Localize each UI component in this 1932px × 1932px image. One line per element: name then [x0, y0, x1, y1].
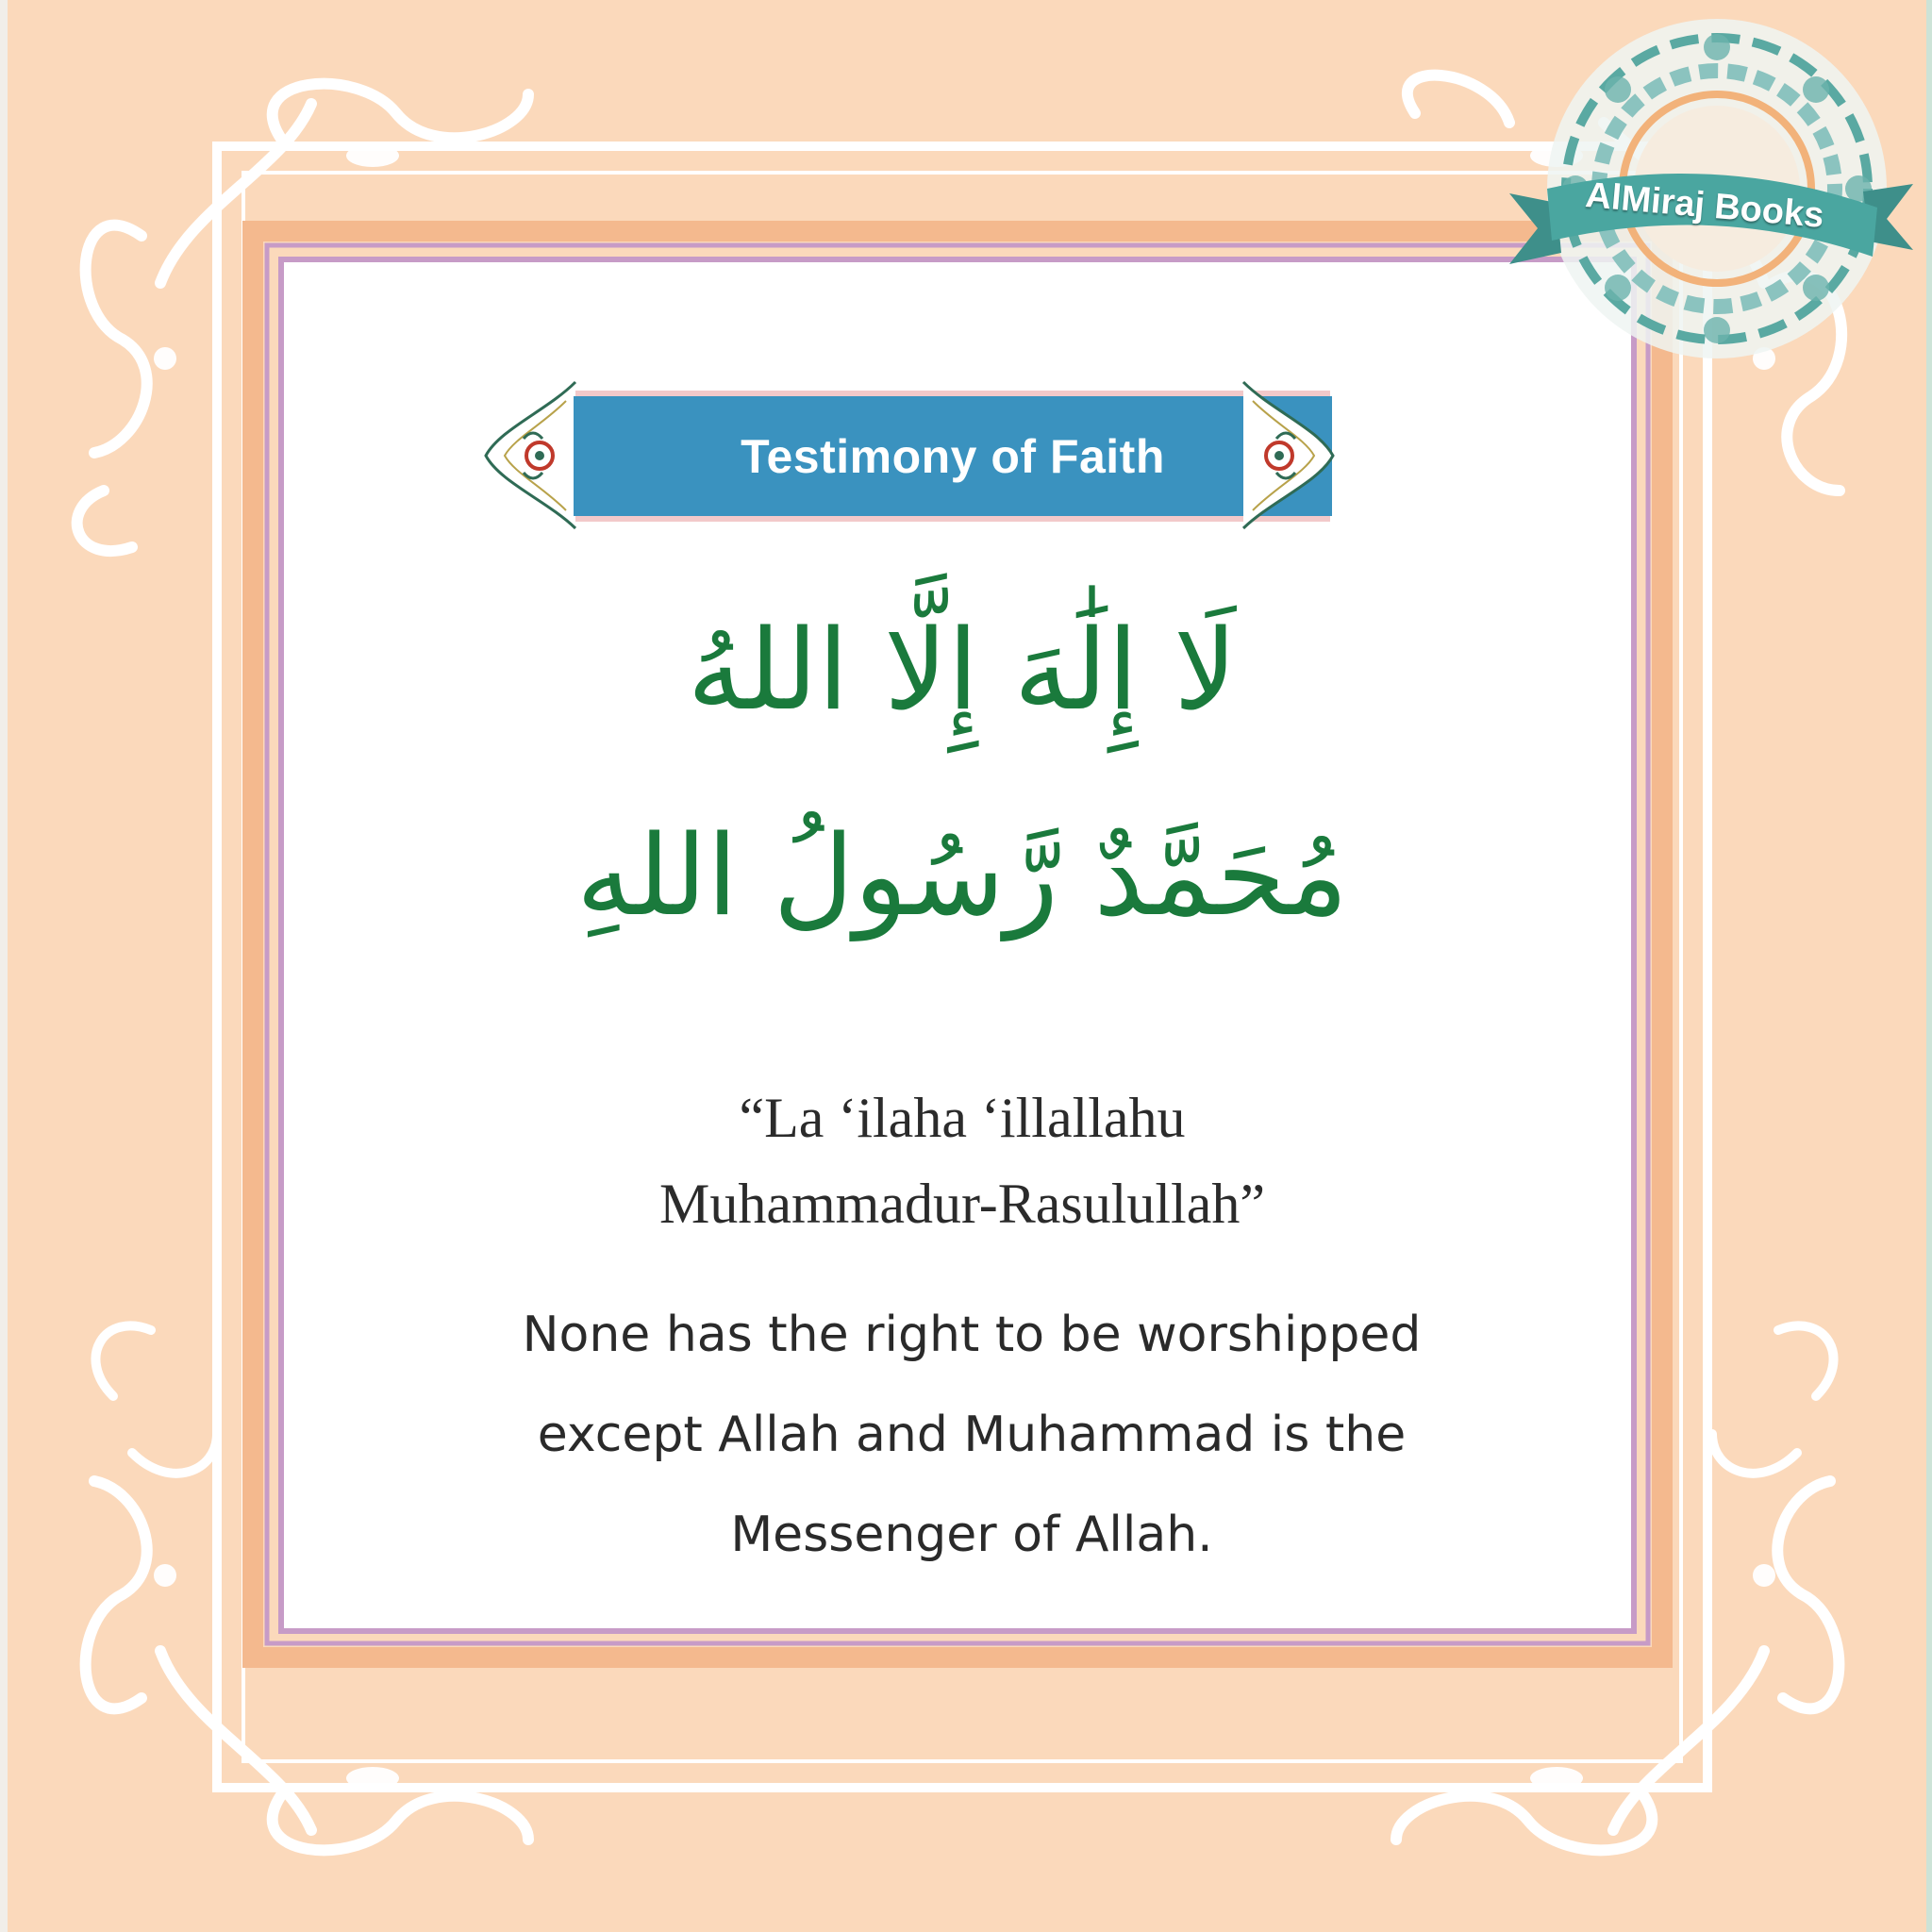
- ornament-left-icon: [481, 373, 585, 538]
- arabic-line-2: مُحَمَّدٌ رَّسُولُ اللهِ: [575, 810, 1349, 941]
- transliteration-line-1: “La ‘ilaha ‘illallahu: [739, 1087, 1186, 1149]
- meaning-line-1: None has the right to be worshipped: [522, 1307, 1422, 1363]
- transliteration-line-2: Muhammadur-Rasulullah”: [659, 1173, 1265, 1235]
- page-title: Testimony of Faith: [741, 429, 1165, 483]
- publisher-logo: [1491, 9, 1932, 377]
- arabic-line-1: لَا إِلَٰهَ إِلَّا اللهُ: [687, 605, 1238, 735]
- logo-text: AlMiraj Books: [1583, 175, 1826, 236]
- ornament-right-icon: [1234, 373, 1338, 538]
- title-banner: [481, 373, 1330, 538]
- meaning-line-2: except Allah and Muhammad is the: [537, 1407, 1407, 1463]
- meaning-line-3: Messenger of Allah.: [730, 1507, 1213, 1563]
